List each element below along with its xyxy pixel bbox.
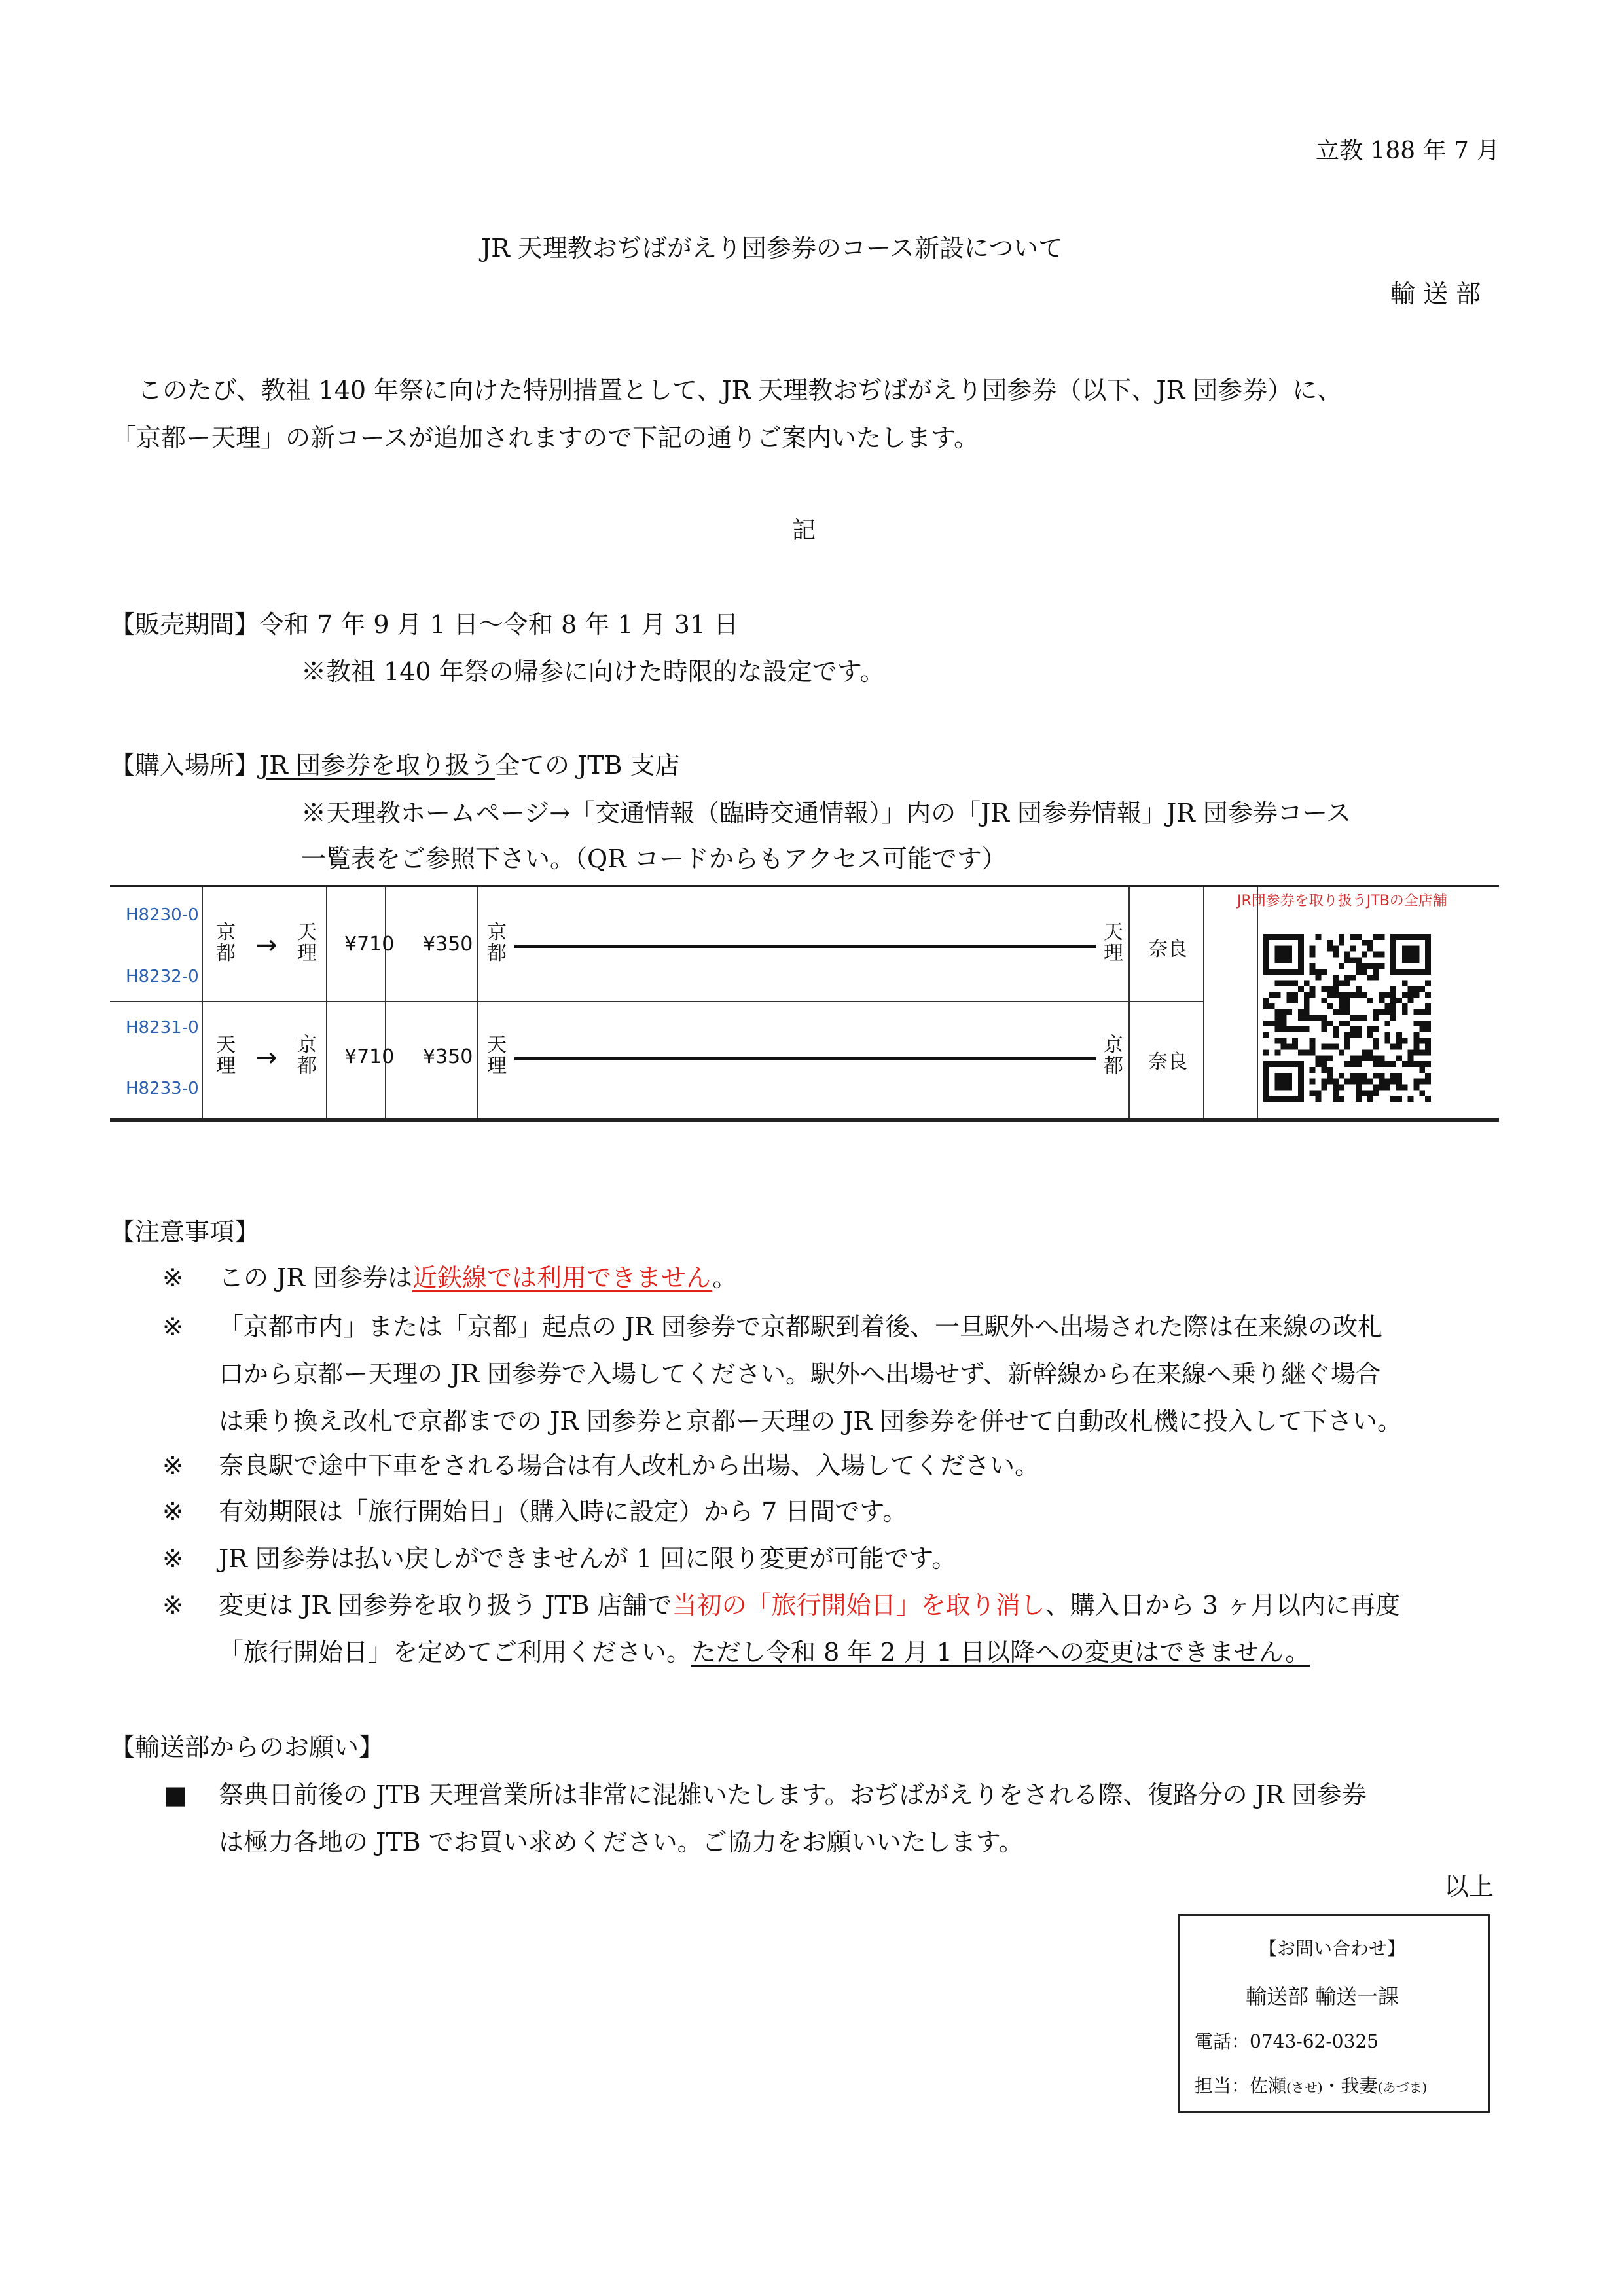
note-mark: ※ [162, 1263, 183, 1292]
via-station: 奈良 [1148, 1051, 1187, 1074]
contact-phone: 電話：0743-62-0325 [1195, 2031, 1379, 2052]
intro-line-1: このたび、教祖 140 年祭に向けた特別措置として、JR 天理教おぢばがえり団参券（以下、JR 団参券）に、 [137, 376, 1343, 405]
sales-period-note: ※教祖 140 年祭の帰参に向けた時限的な設定です。 [301, 657, 885, 686]
route-line [514, 945, 1096, 948]
course-code: H8233-0 [126, 1079, 199, 1098]
course-code: H8231-0 [126, 1018, 199, 1038]
note-mark: ※ [162, 1497, 183, 1526]
note-3: 奈良駅で途中下車をされる場合は有人改札から出場、入場してください。 [219, 1451, 1040, 1480]
note-6-cancel: 当初の「旅行開始日」を取り消し [672, 1591, 1045, 1619]
sales-period-label: 【販売期間】 [110, 610, 260, 639]
issue-date: 立教 188 年 7 月 [1316, 137, 1500, 164]
course-code: H8232-0 [126, 967, 199, 986]
route-end: 天 理 [1104, 921, 1123, 965]
purchase-place-value-underlined: JR 団参券を取り扱う [259, 751, 495, 780]
note-mark: ※ [162, 1591, 183, 1619]
contact-title: 【お問い合わせ】 [1259, 1938, 1406, 1959]
route-end: 京 都 [1104, 1034, 1123, 1077]
square-bullet-icon: ■ [164, 1780, 187, 1809]
contact-box [1178, 1914, 1490, 2113]
from-station: 京 都 [216, 921, 236, 965]
note-mark: ※ [162, 1544, 183, 1573]
purchase-place-value: 全ての JTB 支店 [494, 751, 680, 780]
note-2-line-1: 「京都市内」または「京都」起点の JR 団参券で京都駅到着後、一旦駅外へ出場された際は在来線の改札 [219, 1312, 1383, 1341]
note-mark: ※ [162, 1451, 183, 1480]
to-station: 天 理 [297, 921, 317, 965]
qr-caption: JR団参券を取り扱うJTBの全店舗 [1237, 893, 1447, 909]
purchase-note-1: ※天理教ホームページ→「交通情報（臨時交通情報）」内の「JR 団参券情報」JR 団参券コース [301, 799, 1352, 827]
purchase-place-label: 【購入場所】 [110, 751, 260, 780]
note-2-line-3: は乗り換え改札で京都までの JR 団参券と京都ー天理の JR 団参券を併せて自動改札機に投入して下さい。 [219, 1407, 1403, 1436]
note-6-deadline: ただし令和 8 年 2 月 1 日以降への変更はできません。 [691, 1638, 1310, 1667]
purchase-note-2: 一覧表をご参照下さい。（QR コードからもアクセス可能です） [301, 844, 1007, 873]
purchase-place [110, 750, 680, 782]
document-title: JR 天理教おぢばがえり団参券のコース新設について [481, 234, 1064, 262]
from-station: 天 理 [216, 1034, 236, 1077]
fare-adult: ¥710 [344, 1045, 395, 1068]
closing-text: 以上 [1444, 1872, 1494, 1901]
sales-period [110, 609, 738, 641]
route-start: 天 理 [487, 1034, 507, 1077]
course-table [110, 885, 1499, 1122]
sales-period-value: 令和 7 年 9 月 1 日～令和 8 年 1 月 31 日 [259, 610, 739, 639]
request-line-2: は極力各地の JTB でお買い求めください。ご協力をお願いいたします。 [219, 1828, 1024, 1856]
contact-person: 担当：佐瀬(させ)・我妻(あづま) [1195, 2075, 1428, 2097]
fare-adult: ¥710 [344, 933, 395, 956]
intro-line-2: 「京都ー天理」の新コースが追加されますので下記の通りご案内いたします。 [111, 424, 979, 452]
ki-heading: 記 [792, 517, 816, 544]
route-line [514, 1057, 1096, 1060]
note-2-line-2: 口から京都ー天理の JR 団参券で入場してください。駅外へ出場せず、新幹線から在来線へ乗り継ぐ場合 [219, 1360, 1380, 1388]
right-arrow-icon: → [255, 930, 278, 960]
fare-child: ¥350 [423, 1045, 473, 1068]
course-code: H8230-0 [126, 905, 199, 925]
request-line-1: 祭典日前後の JTB 天理営業所は非常に混雑いたします。おぢばがえりをされる際、復路分の JR 団参券 [219, 1780, 1367, 1809]
contact-department: 輸送部 輸送一課 [1246, 1984, 1399, 2009]
note-4: 有効期限は「旅行開始日」（購入時に設定）から 7 日間です。 [219, 1497, 908, 1526]
fare-child: ¥350 [423, 933, 473, 956]
via-station: 奈良 [1148, 938, 1187, 961]
note-1-warning: 近鉄線では利用できません [412, 1263, 713, 1292]
notes-heading: 【注意事項】 [110, 1218, 260, 1246]
to-station: 京 都 [297, 1034, 317, 1077]
route-start: 京 都 [487, 921, 507, 965]
note-mark: ※ [162, 1312, 183, 1341]
note-5: JR 団参券は払い戻しができませんが 1 回に限り変更が可能です。 [219, 1544, 957, 1573]
note-6-line-2: 「旅行開始日」を定めてご利用ください。ただし令和 8 年 2 月 1 日以降への変更はできません。 [219, 1638, 1310, 1667]
note-6-line-1: 変更は JR 団参券を取り扱う JTB 店舗で当初の「旅行開始日」を取り消し、購入日から 3 ヶ月以内に再度 [219, 1591, 1401, 1619]
qr-code-icon[interactable] [1263, 934, 1431, 1102]
request-heading: 【輸送部からのお願い】 [110, 1733, 384, 1762]
department-name: 輸 送 部 [1390, 280, 1481, 308]
right-arrow-icon: → [255, 1043, 278, 1073]
note-1: この JR 団参券は近鉄線では利用できません。 [219, 1263, 738, 1292]
